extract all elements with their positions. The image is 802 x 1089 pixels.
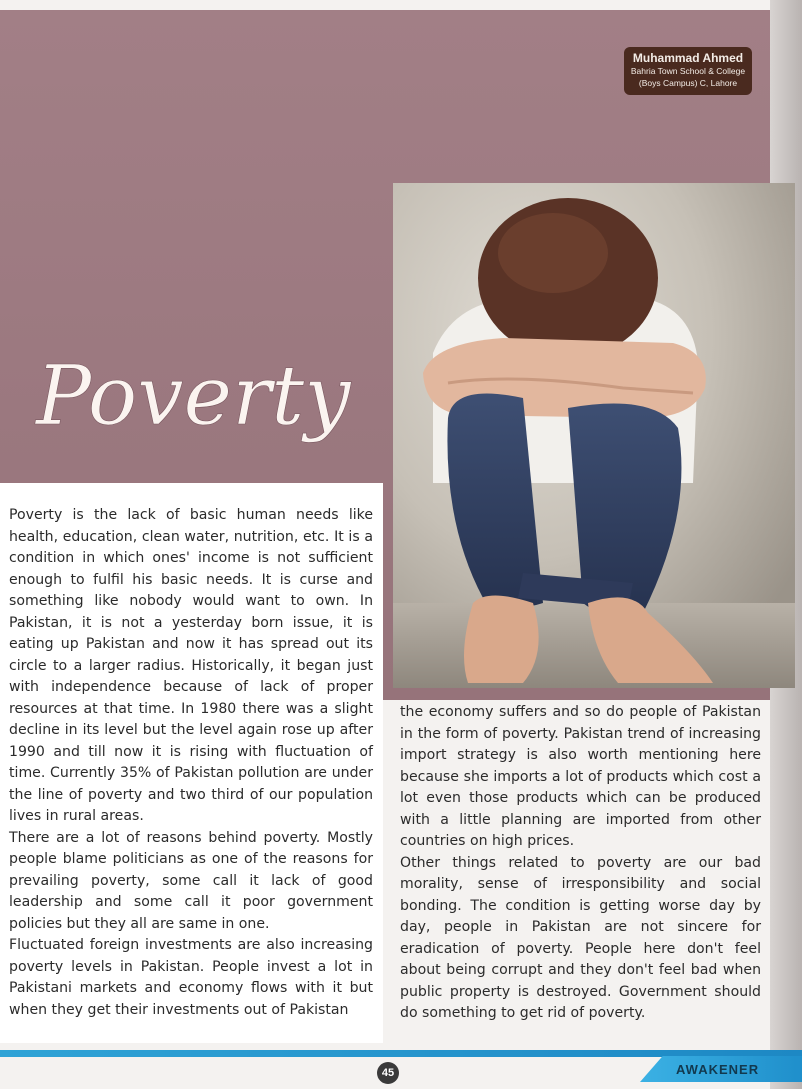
page-number: 45 bbox=[377, 1062, 399, 1084]
paragraph: Poverty is the lack of basic human needs like health, education, clean water, nutrition, etc. It is a condition in which ones' income is not sufficient enough to fulfil his basic needs. It is curse and something like nobody would want to own. In Pakistan, it is not a yesterday born issue, it is eating up Pakistan and now it has spread out its circle to a larger radius. Historically, it began just with independence because of lack of proper resources at that time. In 1980 there was a slight decline in its level but the level again rose up after 1990 and till now it is rising with fluctuation of time. Currently 35% of Pakistan pollution are under the line of poverty and two third of our population lives in rural areas. bbox=[9, 507, 373, 824]
author-school: Bahria Town School & College bbox=[630, 66, 746, 76]
title-script bbox=[32, 332, 362, 452]
footer-brand: AWAKENER bbox=[676, 1062, 760, 1077]
sad-child-illustration bbox=[393, 183, 795, 688]
paragraph: Fluctuated foreign investments are also increasing poverty levels in Pakistan. People invest a lot in Pakistani markets and economy flows with it but when they get their investments out of Pakistan bbox=[9, 937, 373, 1018]
article-title bbox=[32, 332, 362, 452]
paragraph: the economy suffers and so do people of Pakistan in the form of poverty. Pakistan trend of increasing import strategy is also worth mentioning here because she imports a lot of products which cost a lot even those products which can be produced with a little planning are imported from other countries on high prices. bbox=[400, 704, 761, 849]
footer-bar bbox=[0, 1050, 802, 1057]
article-column-right bbox=[400, 702, 761, 1025]
author-box bbox=[624, 47, 752, 95]
author-campus: (Boys Campus) C, Lahore bbox=[638, 78, 738, 88]
sad-child-photo bbox=[393, 183, 795, 688]
paragraph: There are a lot of reasons behind poverty. Mostly people blame politicians as one of the reasons for prevailing poverty, some call it lack of good leadership and some call it poor government policies but they all are same in one. bbox=[9, 829, 373, 932]
paragraph: Other things related to poverty are our bad morality, sense of irresponsibility and social bonding. The condition is getting worse day by day, people in Pakistan are not sincere for eradication of poverty. People here don't feel about being corrupt and they don't feel bad when public property is destroyed. Government should do something to get rid of poverty. bbox=[400, 854, 761, 1021]
title-text: Poverty bbox=[36, 349, 351, 444]
article-column-left bbox=[9, 505, 373, 1021]
author-name: Muhammad Ahmed bbox=[632, 51, 744, 65]
